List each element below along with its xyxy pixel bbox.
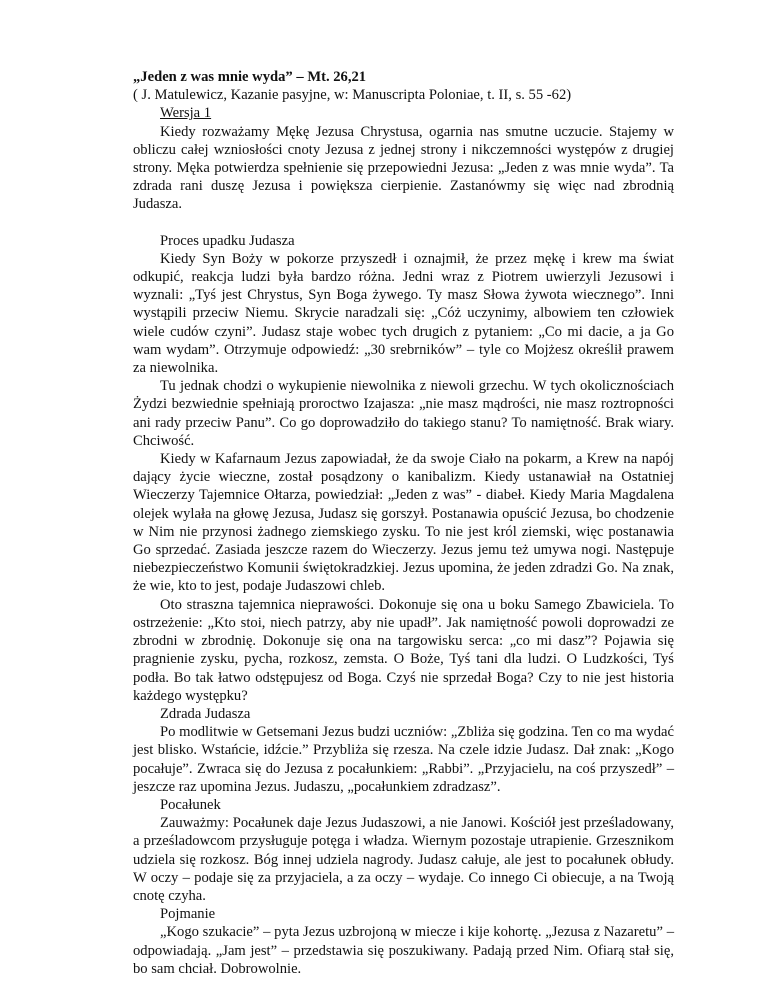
document-title: „Jeden z was mnie wyda” – Mt. 26,21 <box>133 69 367 85</box>
paragraph: Oto straszna tajemnica nieprawości. Dokonuje się ona u boku Samego Zbawiciela. To ostrzeżenie: „Kto stoi, niech patrzy, aby nie upadł”. Jak namiętność powoli doprowadzi ze zbrodni w zbrodnię. Dokonuje się ona na targowisku serca: „co mi dasz”? Pojawia się pragnienie zysku, pycha, rozkosz, zemsta. O Boże, Tyś tani dla ludzi. O Ludzkości, Tyś podła. Bo tak łatwo odstępujesz od Boga. Czyś nie sprzedał Boga? Czy to nie jest historia każdego występku? <box>133 596 674 704</box>
version-label: Wersja 1 <box>160 105 212 122</box>
section-heading-zdrada: Zdrada Judasza <box>160 705 251 722</box>
paragraph: Tu jednak chodzi o wykupienie niewolnika z niewoli grzechu. W tych okolicznościach Żydzi bezwiednie spełniają proroctwo Izajasza: „nie masz mądrości, nie masz roztropności ani rady przeciw Panu”. Co go doprowadziło do takiego stanu? To namiętność. Brak wiary. Chciwość. <box>133 378 674 449</box>
paragraph: Kiedy Syn Boży w pokorze przyszedł i oznajmił, że przez mękę i krew ma świat odkupić, reakcja ludzi była bardzo różna. Jedni wraz z Piotrem uwierzyli Jezusowi i wyznali: „Tyś jest Chrystus, Syn Boga żywego. Ty masz Słowa żywota wiecznego”. Inni wystąpili przeciw Niemu. Skrycie naradzali się: „Cóż uczynimy, albowiem ten człowiek wiele cudów czyni”. Judasz staje wobec tych drugich z pytaniem: „Co mi dacie, a ja Go wam wydam”. Otrzymuje odpowiedź: „30 srebrników” – tyle co Mojżesz określił prawem za niewolnika. <box>133 250 674 377</box>
paragraph: Zauważmy: Pocałunek daje Jezus Judaszowi, a nie Janowi. Kościół jest prześladowany, a prześladowcom przysługuje potęga i władza. Wiernym pozostaje utrapienie. Grzesznikom udziela się rozkosz. Bóg innej udziela nagrody. Judasz całuje, ale jest to pocałunek obłudy. W oczy – podaje się za przyjaciela, a za oczy – wydaje. Co innego Ci obiecuje, a na Twoją cnotę czyha. <box>133 815 674 904</box>
document-source: ( J. Matulewicz, Kazanie pasyjne, w: Manuscripta Poloniae, t. II, s. 55 -62) <box>133 87 572 104</box>
intro-paragraph: Kiedy rozważamy Mękę Jezusa Chrystusa, ogarnia nas smutne uczucie. Stajemy w obliczu całej wzniosłości cnoty Jezusa z jednej strony i nikczemności występów z drugiej strony. Męka potwierdza spełnienie się przepowiedni Jezusa: „Jeden z was mnie wyda”. Ta zdrada rani duszę Jezusa i powiększa cierpienie. Zastanówmy się więc nad zbrodnią Judasza. <box>133 123 674 213</box>
section-heading-pojmanie: Pojmanie <box>160 906 216 923</box>
paragraph: Kiedy w Kafarnaum Jezus zapowiadał, że da swoje Ciało na pokarm, a Krew na napój dający życie wieczne, został posądzony o kanibalizm. Kiedy ustanawiał na Ostatniej Wieczerzy Tajemnice Ołtarza, powiedział: „Jeden z was” - diabeł. Kiedy Maria Magdalena olejek wylała na głowę Jezusa, Judasz się gorszył. Postanawia opuścić Jezusa, bo chodzenie w Nim nie przynosi żadnego ziemskiego zysku. To nie jest król ziemski, więc postanawia Go sprzedać. Zasiada jeszcze razem do Wieczerzy. Jezus jemu też umywa nogi. Następuje niebezpieczeństwo Komunii świętokradzkiej. Jezus upomina, że jeden zdradzi Go. Na znak, że wie, kto to jest, podaje Judaszowi chleb. <box>133 451 674 595</box>
paragraph: Po modlitwie w Getsemani Jezus budzi uczniów: „Zbliża się godzina. Ten co ma wydać jest blisko. Wstańcie, idźcie.” Przybliża się rzesza. Na czele idzie Judasz. Dał znak: „Kogo pocałuje”. Zwraca się do Jezusa z pocałunkiem: „Rabbi”. „Przyjacielu, na coś przyszedł” – jeszcze raz upomina Jezus. Judaszu, „pocałunkiem zdradzasz”. <box>133 724 674 795</box>
section-heading-upadek: Proces upadku Judasza <box>160 232 295 249</box>
paragraph: „Kogo szukacie” – pyta Jezus uzbrojoną w miecze i kije kohortę. „Jezusa z Nazaretu” – odpowiadają. „Jam jest” – przedstawia się poszukiwany. Padają przed Nim. Ofiarą stał się, bo sam chciał. Dobrowolnie. <box>133 924 674 977</box>
section-heading-pocalunek: Pocałunek <box>160 796 221 813</box>
